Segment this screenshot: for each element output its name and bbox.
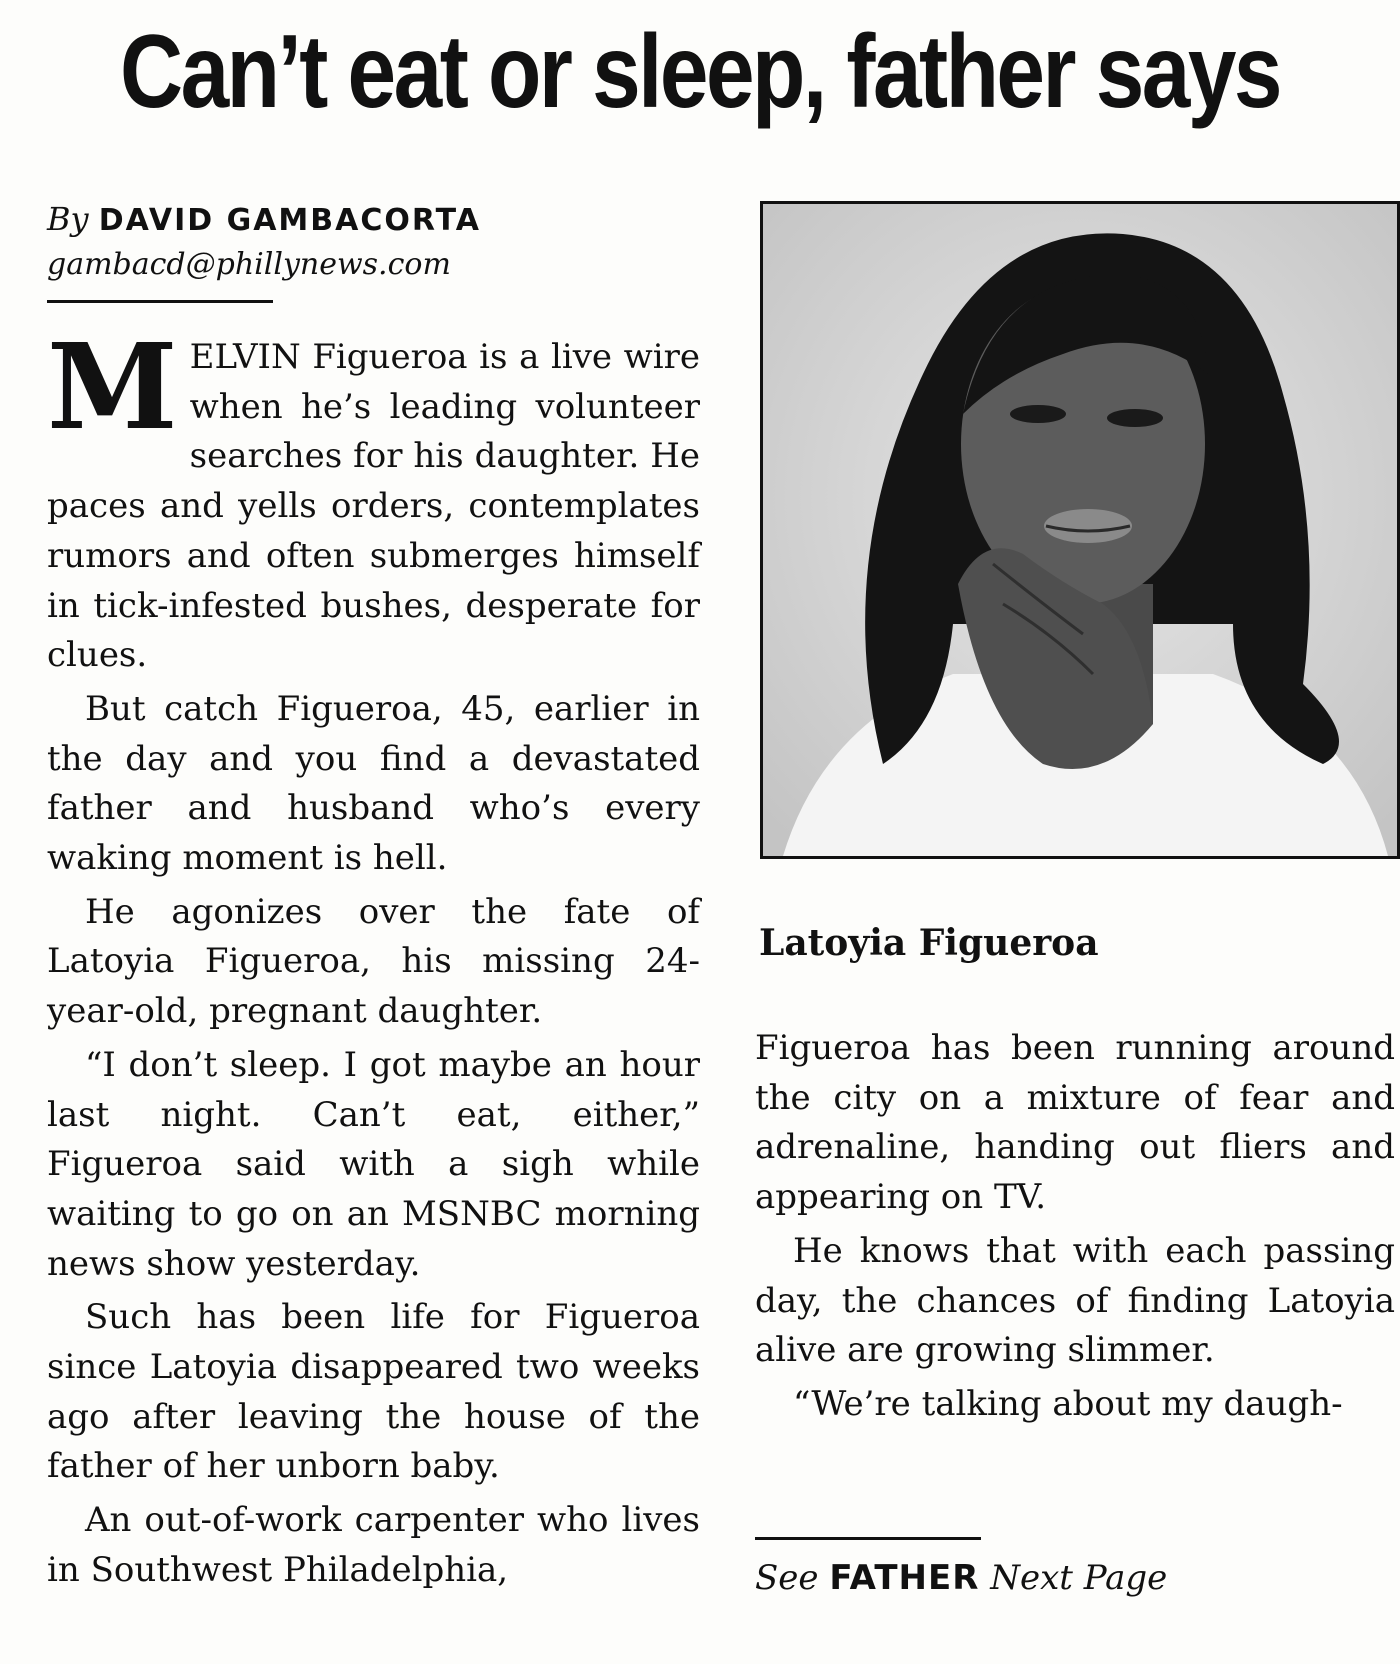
- jump-next-page: Next Page: [990, 1558, 1168, 1598]
- paragraph-text: ELVIN Figueroa is a live wire when he’s leading volunteer searches for his daughter. He paces and yells orders, contemplates rumors and often submerges himself in tick-infested bushes, desperate for clues.: [47, 337, 700, 676]
- jump-keyword: FATHER: [829, 1558, 980, 1598]
- byline: [47, 200, 481, 238]
- article-paragraph: But catch Figueroa, 45, earlier in the day and you find a devastated father and husband who’s every waking moment is hell.: [47, 688, 700, 879]
- photo-caption: Latoyia Figueroa: [759, 922, 1099, 964]
- byline-rule: [47, 300, 273, 303]
- portrait-photo: [760, 201, 1400, 859]
- portrait-illustration: [763, 204, 1397, 856]
- article-paragraph: [47, 317, 700, 681]
- article-paragraph: He knows that with each passing day, the chances of finding Latoyia alive are growing slimmer.: [755, 1230, 1395, 1371]
- article-paragraph: “I don’t sleep. I got maybe an hour last night. Can’t eat, either,” Figueroa said with a sigh while waiting to go on an MSNBC morning news show yesterday.: [47, 1044, 700, 1284]
- drop-cap: M: [47, 317, 178, 456]
- jump-see: See: [755, 1558, 819, 1598]
- article-paragraph: Such has been life for Figueroa since Latoyia disappeared two weeks ago after leaving the house of the father of her unborn baby.: [47, 1297, 700, 1487]
- headline: Can’t eat or sleep, father says: [120, 14, 1280, 130]
- article-column-right: [755, 1024, 1395, 1434]
- article-column-left: [47, 317, 700, 1600]
- jump-line[interactable]: [755, 1558, 1167, 1598]
- byline-by: By: [47, 200, 89, 238]
- byline-author: DAVID GAMBACORTA: [98, 203, 481, 238]
- jump-rule: [755, 1537, 981, 1540]
- article-paragraph: An out-of-work carpenter who lives in Southwest Philadelphia,: [47, 1500, 700, 1590]
- article-paragraph: He agonizes over the fate of Latoyia Figueroa, his missing 24-year-old, pregnant daughter.: [47, 891, 700, 1032]
- article-paragraph: Figueroa has been running around the city on a mixture of fear and adrenaline, handing out fliers and appearing on TV.: [755, 1028, 1395, 1218]
- article-paragraph: “We’re talking about my daugh-: [793, 1383, 1343, 1424]
- author-email[interactable]: gambacd@phillynews.com: [47, 247, 451, 282]
